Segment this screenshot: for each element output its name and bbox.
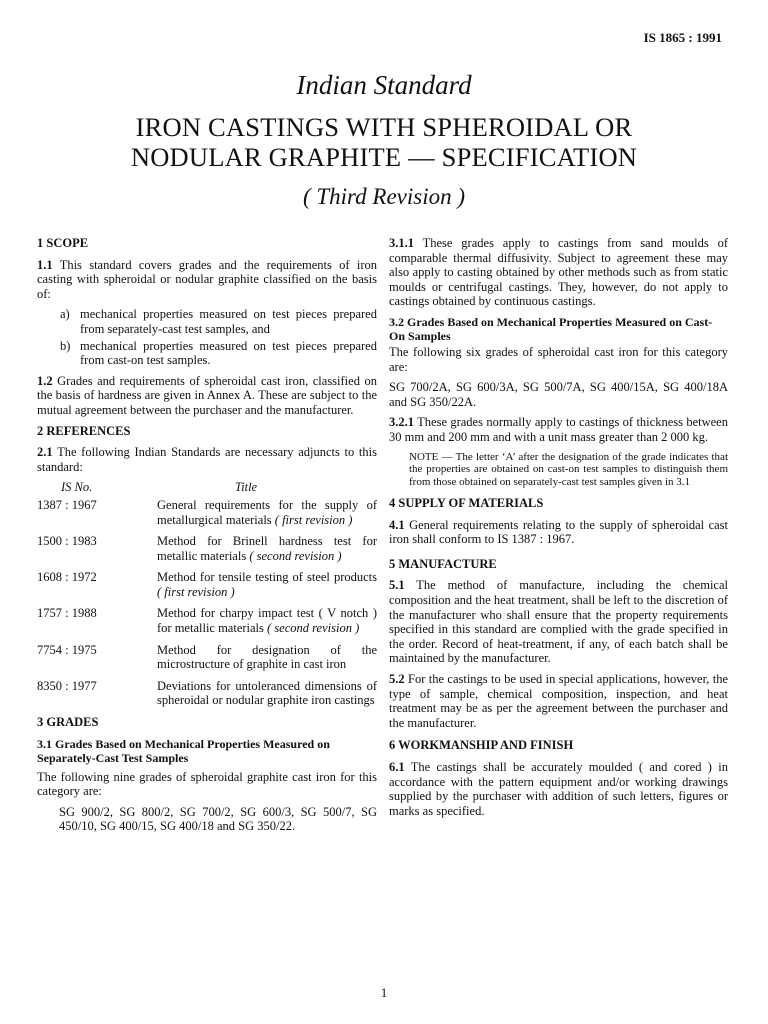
list-item-text: mechanical properties measured on test pieces prepared from separately-cast test samples, and [80,307,377,336]
grades-note: NOTE — The letter ‘A’ after the designation of the grade indicates that the properties are obtained on cast-on test samples to distinguish them from those obtained on separately-cast test samples given in 3.1 [409,450,728,488]
subheading-text: Grades Based on Mechanical Properties Measured on Cast-On Samples [389,314,713,343]
manufacture-paragraph-2 [389,672,728,730]
grades-3-1-text: The following nine grades of spheroidal graphite cast iron for this category are: [37,769,377,799]
reference-title-text: General requirements for the supply of metallurgical materials [157,497,377,527]
scope-heading: 1 SCOPE [37,236,89,250]
workmanship-heading: 6 WORKMANSHIP AND FINISH [389,738,574,753]
clause-text: Grades and requirements of spheroidal cast iron, classified on the basis of hardness are given in Annex A. These are subject to the mutual agreement between the purchaser and the manufacturer. [37,373,377,417]
document-kicker: Indian Standard [296,70,472,100]
right-column [389,236,728,824]
supply-heading: 4 SUPPLY OF MATERIALS [389,496,544,511]
reference-number: 1608 : 1972 [37,570,97,585]
list-item-text: mechanical properties measured on test pieces prepared from cast-on test samples. [80,338,377,368]
reference-number: 8350 : 1977 [37,678,97,693]
manufacture-heading: 5 MANUFACTURE [389,556,497,571]
column-header-is-no: IS No. [61,480,93,495]
reference-title-text: Method for tensile testing of steel products [157,570,377,585]
standard-number: IS 1865 : 1991 [643,30,722,45]
scope-list [60,307,377,367]
list-item-label: b) [60,338,71,353]
list-item-label: a) [60,307,70,322]
grades-subheading-3-2 [389,315,728,343]
reference-revision: ( first revision ) [274,512,353,527]
clause-text: These grades normally apply to castings of thickness between 30 mm and 200 mm and with a unit mass greater than 2 000 kg. [389,415,728,444]
clause-number: 2.1 [37,445,53,460]
reference-title [157,606,377,635]
reference-title [157,534,377,563]
reference-title [157,679,377,708]
revision-label: ( Third Revision ) [302,184,466,209]
reference-title [157,498,377,527]
clause-text: This standard covers grades and the requirements of iron casting with spheroidal or nodular graphite classified on the basis of: [37,257,377,301]
clause-number: 3.1.1 [389,236,414,250]
references-table [37,480,377,708]
grades-subheading-3-1 [37,737,377,765]
grades-3-2-1-paragraph [389,415,728,444]
references-paragraph-1 [37,445,377,474]
reference-revision: ( second revision ) [267,621,360,636]
reference-title-text: Method for designation of the microstructure of graphite in cast iron [157,642,377,672]
page-number: 1 [380,985,388,1000]
list-item [60,339,377,368]
clause-number: 3.2 [389,314,404,329]
reference-number: 7754 : 1975 [37,642,97,657]
reference-title [157,643,377,672]
clause-number: 5.2 [389,671,405,686]
grades-3-1-list: SG 900/2, SG 800/2, SG 700/2, SG 600/3, SG 500/7, SG 450/10, SG 400/15, SG 400/18 and SG 350/22. [59,804,377,834]
references-heading: 2 REFERENCES [37,423,131,438]
reference-title-text: Method for charpy impact test ( V notch ) for metallic materials [157,606,377,636]
clause-number: 1.1 [37,257,53,272]
reference-revision: ( second revision ) [249,548,342,563]
clause-text: The castings shall be accurately moulded ( and cored ) in accordance with the pattern equipment and/or working drawings supplied by the purchaser with addition of such letters, figures or marks as specified. [389,759,729,818]
grades-3-1-1-paragraph [389,236,728,309]
clause-number: 5.1 [389,578,405,593]
reference-number: 1387 : 1967 [37,497,97,512]
table-row [37,679,377,708]
scope-paragraph-1 [37,258,377,302]
left-column [37,236,377,838]
clause-text: The method of manufacture, including the chemical composition and the heat treatment, shall be left to the discretion of the manufacturer who shall ensure that the property requirements specified in this standard are complied with the grade specified in the order. Record of heat-treatment, if any, of each batch shall be maintained by the manufacturer. [389,578,728,666]
reference-title-text: Method for Brinell hardness test for metallic materials [157,534,377,563]
scope-paragraph-2 [37,374,377,418]
grades-3-2-text: The following six grades of spheroidal cast iron for this category are: [389,344,728,374]
table-row [37,643,377,672]
title-line-2: NODULAR GRAPHITE — SPECIFICATION [130,142,638,172]
document-title [0,112,768,172]
column-header-title: Title [234,480,258,495]
clause-text: The following Indian Standards are necessary adjuncts to this standard: [37,445,377,474]
clause-number: 6.1 [389,759,405,774]
reference-title-text: Deviations for untoleranced dimensions of spheroidal or nodular graphite iron castings [157,678,377,708]
manufacture-paragraph-1 [389,578,728,666]
table-row [37,534,377,563]
references-table-header [37,480,377,495]
reference-title [157,570,377,599]
clause-number: 3.2.1 [389,415,414,430]
clause-number: 1.2 [37,373,53,388]
grades-heading: 3 GRADES [37,715,99,730]
supply-paragraph-1 [389,518,728,547]
title-line-1: IRON CASTINGS WITH SPHEROIDAL OR [135,112,633,142]
reference-number: 1757 : 1988 [37,606,97,621]
clause-text: These grades apply to castings from sand moulds of comparable thermal diffusivity. Subject to agreement these may also apply to casting obtained by other methods such as from static moulds or centrifugal castings. They, however, do not apply to castings obtained by continuous castings. [389,236,729,309]
table-row [37,606,377,635]
reference-number: 1500 : 1983 [37,534,97,549]
reference-revision: ( first revision ) [157,584,235,599]
clause-number: 4.1 [389,517,405,532]
subheading-text: Grades Based on Mechanical Properties Measured on Separately-Cast Test Samples [37,736,330,765]
workmanship-paragraph-1 [389,760,728,818]
clause-text: For the castings to be used in special applications, however, the type of sample, chemical composition, inspection, and heat treatment may be as per the agreement between the purchaser and the manufacturer. [389,671,729,730]
table-row [37,570,377,599]
clause-number: 3.1 [37,736,52,751]
clause-text: General requirements relating to the supply of spheroidal cast iron shall conform to IS 1387 : 1967. [389,517,729,547]
table-row [37,498,377,527]
grades-3-2-list: SG 700/2A, SG 600/3A, SG 500/7A, SG 400/15A, SG 400/18A and SG 350/22A. [389,380,728,409]
list-item [60,307,377,336]
